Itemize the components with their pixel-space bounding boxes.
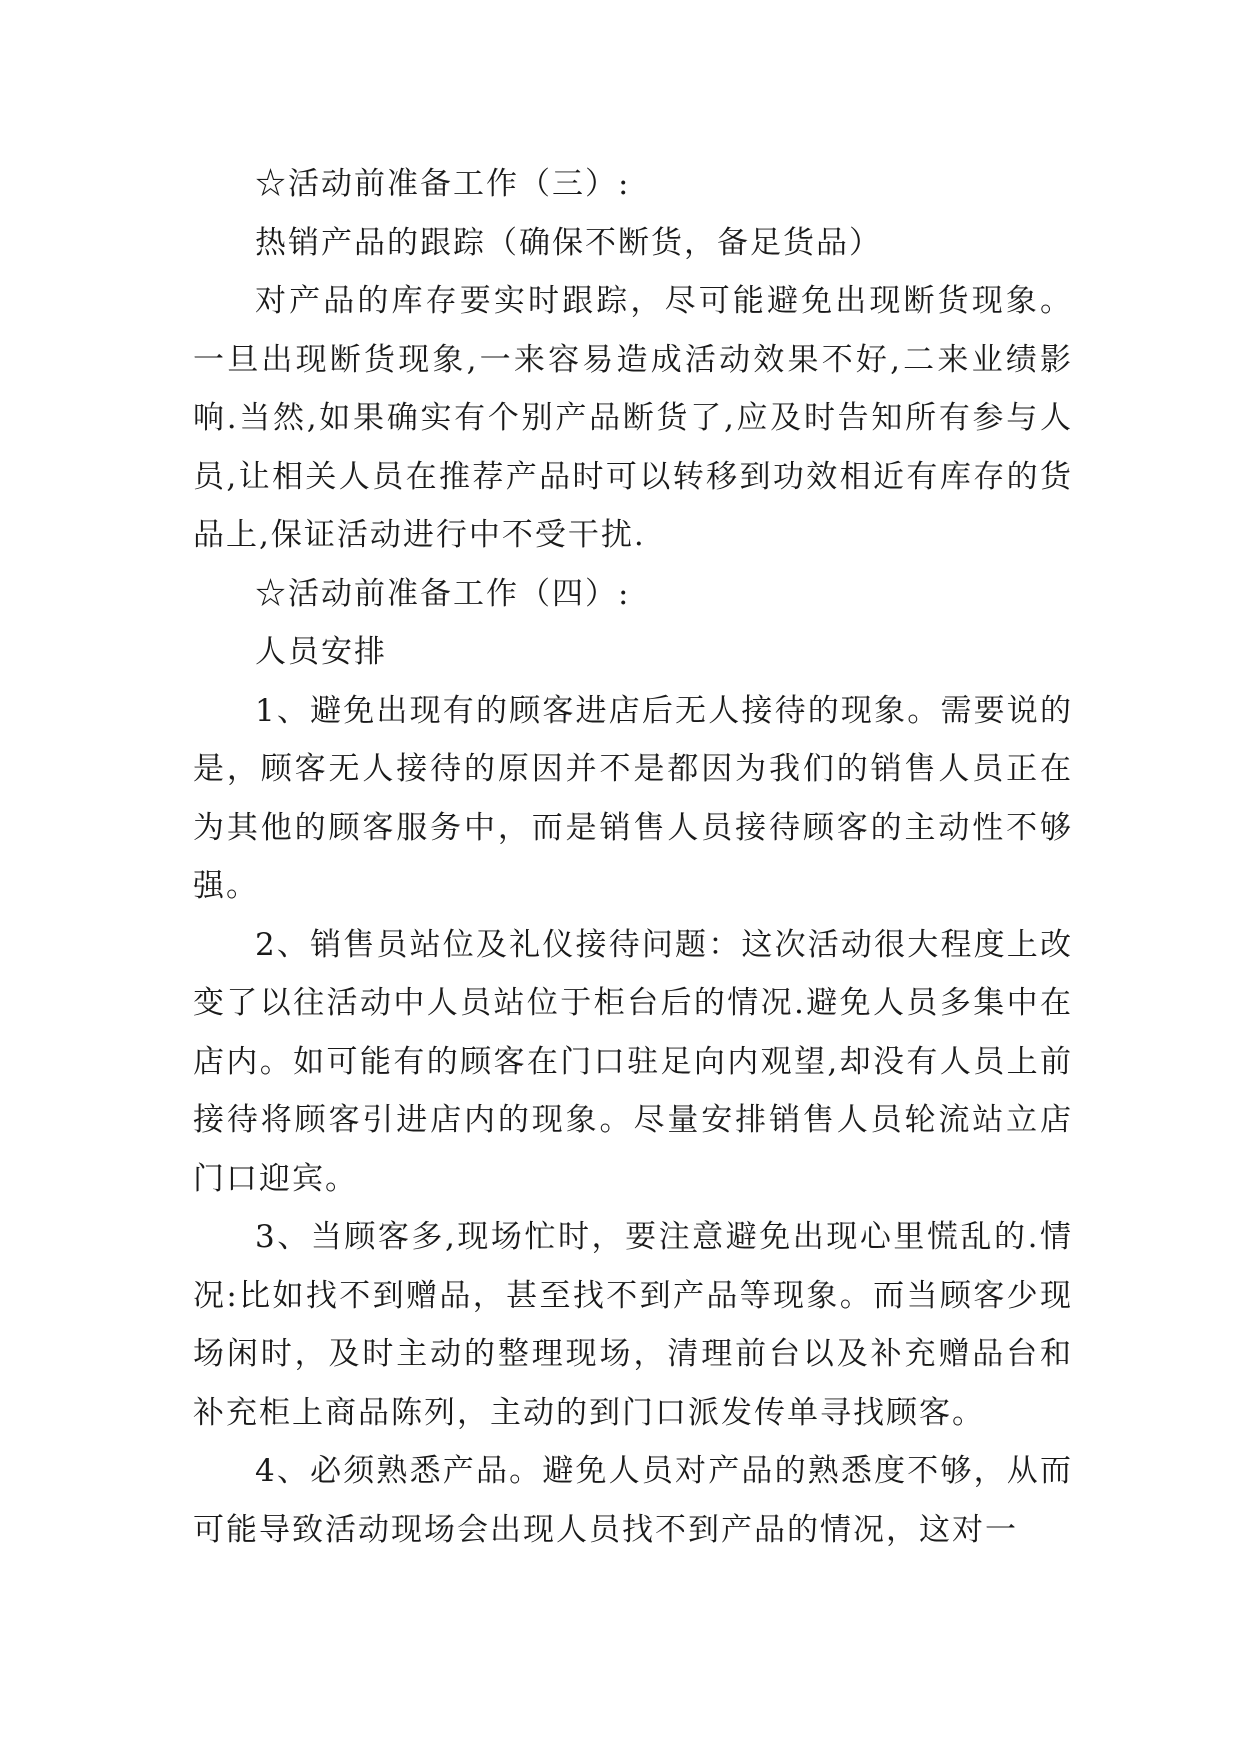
paragraph-inventory-tracking: 对产品的库存要实时跟踪，尽可能避免出现断货现象。一旦出现断货现象,一来容易造成活动效果不好,二来业绩影响.当然,如果确实有个别产品断货了,应及时告知所有参与人员,让相关人员在推荐产品时可以转移到功效相近有库存的货品上,保证活动进行中不受干扰. — [193, 283, 1073, 553]
section-heading-preparation-3: ☆活动前准备工作（三）: — [255, 166, 631, 202]
paragraph-item-3: 3、当顾客多,现场忙时，要注意避免出现心里慌乱的.情况:比如找不到赠品，甚至找不到产品等现象。而当顾客少现场闲时，及时主动的整理现场，清理前台以及补充赠品台和补充柜上商品陈列，主动的到门口派发传单寻找顾客。 — [193, 1219, 1073, 1431]
document-body — [193, 155, 1073, 1559]
paragraph-item-4: 4、必须熟悉产品。避免人员对产品的熟悉度不够，从而可能导致活动现场会出现人员找不到产品的情况，这对一 — [193, 1453, 1073, 1548]
paragraph-item-1: 1、避免出现有的顾客进店后无人接待的现象。需要说的是，顾客无人接待的原因并不是都因为我们的销售人员正在为其他的顾客服务中，而是销售人员接待顾客的主动性不够强。 — [193, 692, 1073, 904]
section-heading-preparation-4: ☆活动前准备工作（四）: — [255, 575, 631, 612]
subheading-staff-arrangement: 人员安排 — [255, 634, 387, 670]
subheading-hot-product-tracking: 热销产品的跟踪（确保不断货，备足货品） — [255, 224, 882, 261]
paragraph-item-2: 2、销售员站位及礼仪接待问题：这次活动很大程度上改变了以往活动中人员站位于柜台后的情况.避免人员多集中在店内。如可能有的顾客在门口驻足向内观望,却没有人员上前接待将顾客引进店内的现象。尽量安排销售人员轮流站立店门口迎宾。 — [193, 926, 1073, 1197]
